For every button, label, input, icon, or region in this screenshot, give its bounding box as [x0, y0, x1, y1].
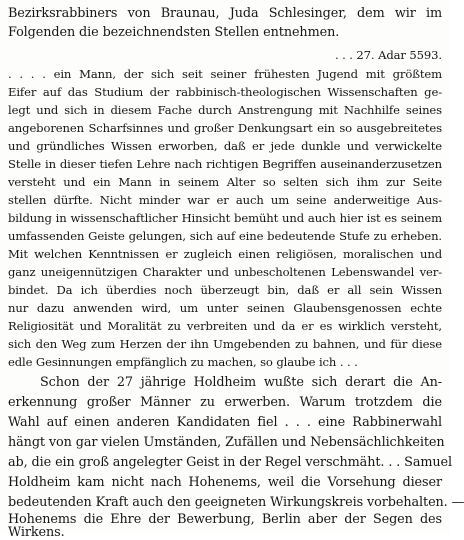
body-line: erkennung großer Männer zu erwerben. Warum trotzdem die: [8, 395, 442, 410]
quote-line: Mit welchen Kenntnissen er zugleich einen religiösen, moralischen und: [8, 247, 442, 261]
body-line: bedeutenden Kraft auch den geeigneten Wirkungskreis vorbehalten. —: [8, 495, 464, 510]
header-line: Bezirksrabbiners von Braunau, Juda Schlesinger, dem wir im: [8, 6, 442, 21]
body-line: Schon der 27 jährige Holdheim wußte sich derart die An-: [40, 375, 442, 390]
body-line: hängt von gar vielen Umständen, Zufällen und Nebensächlichkeiten: [8, 435, 445, 450]
quote-line: nur dazu anwenden wird, um unter seinen Glaubensgenossen echte: [8, 301, 442, 315]
quote-line: versteht und ein Mann in seinem Alter so selten sich ihm zur Seite: [8, 175, 442, 189]
quote-line: sich den Weg zum Herzen der ihn Umgebenden zu bahnen, und für diese: [8, 337, 442, 351]
quote-line: und gründliches Wissen erworben, daß er jede dunkle und verwickelte: [8, 139, 442, 153]
quote-line: bildung in wissenschaftlicher Hinsicht bemüht und auch hier ist es seinem: [8, 211, 442, 225]
date-line: . . . 27. Adar 5593.: [335, 48, 442, 62]
quote-line: bindet. Da ich überdies noch überzeugt bin, daß er all sein Wissen: [8, 283, 442, 297]
header-line: Folgenden die bezeichnendsten Stellen entnehmen.: [8, 25, 340, 40]
body-line: Wahl auf einen anderen Kandidaten fiel . . . eine Rabbinerwahl: [8, 415, 442, 430]
body-line: Wirkens.: [8, 525, 65, 540]
quote-line: edle Gesinnungen empfänglich zu machen, so glaube ich . . .: [8, 355, 358, 369]
body-line: Holdheim kam nicht nach Hohenems, weil die Vorsehung dieser: [8, 475, 442, 490]
quote-line: Religiosität und Moralität zu verbreiten und da er es wirklich versteht,: [8, 319, 442, 333]
quote-line: . . . . ein Mann, der sich seit seiner frühesten Jugend mit größtem: [8, 67, 442, 81]
quote-line: umfassenden Geiste gelungen, sich auf eine bedeutende Stufe zu erheben.: [8, 229, 442, 243]
quote-line: angeborenen Scharfsinnes und großer Denkungsart ein so ausgebreitetes: [8, 121, 442, 135]
quote-line: ganz uneigennützigen Charakter und unbescholtenen Lebenswandel ver-: [8, 265, 442, 279]
quote-line: Eifer auf das Studium der rabbinisch-theologischen Wissenschaften ge-: [8, 85, 442, 99]
quote-line: stellen dürfte. Nicht minder war er auch um seine anderweitige Aus-: [8, 193, 442, 207]
body-line: Hohenems die Ehre der Bewerbung, Berlin aber der Segen des: [8, 512, 442, 527]
quote-line: legt und sich in diesem Fache durch Anstrengung mit Nachhilfe seines: [8, 103, 442, 117]
quote-line: Stelle in dieser tiefen Lehre nach richtigen Begriffen auseinanderzusetzen: [8, 157, 442, 171]
body-line: ab, die ein groß angelegter Geist in der Regel verschmäht. . . Samuel: [8, 455, 453, 470]
